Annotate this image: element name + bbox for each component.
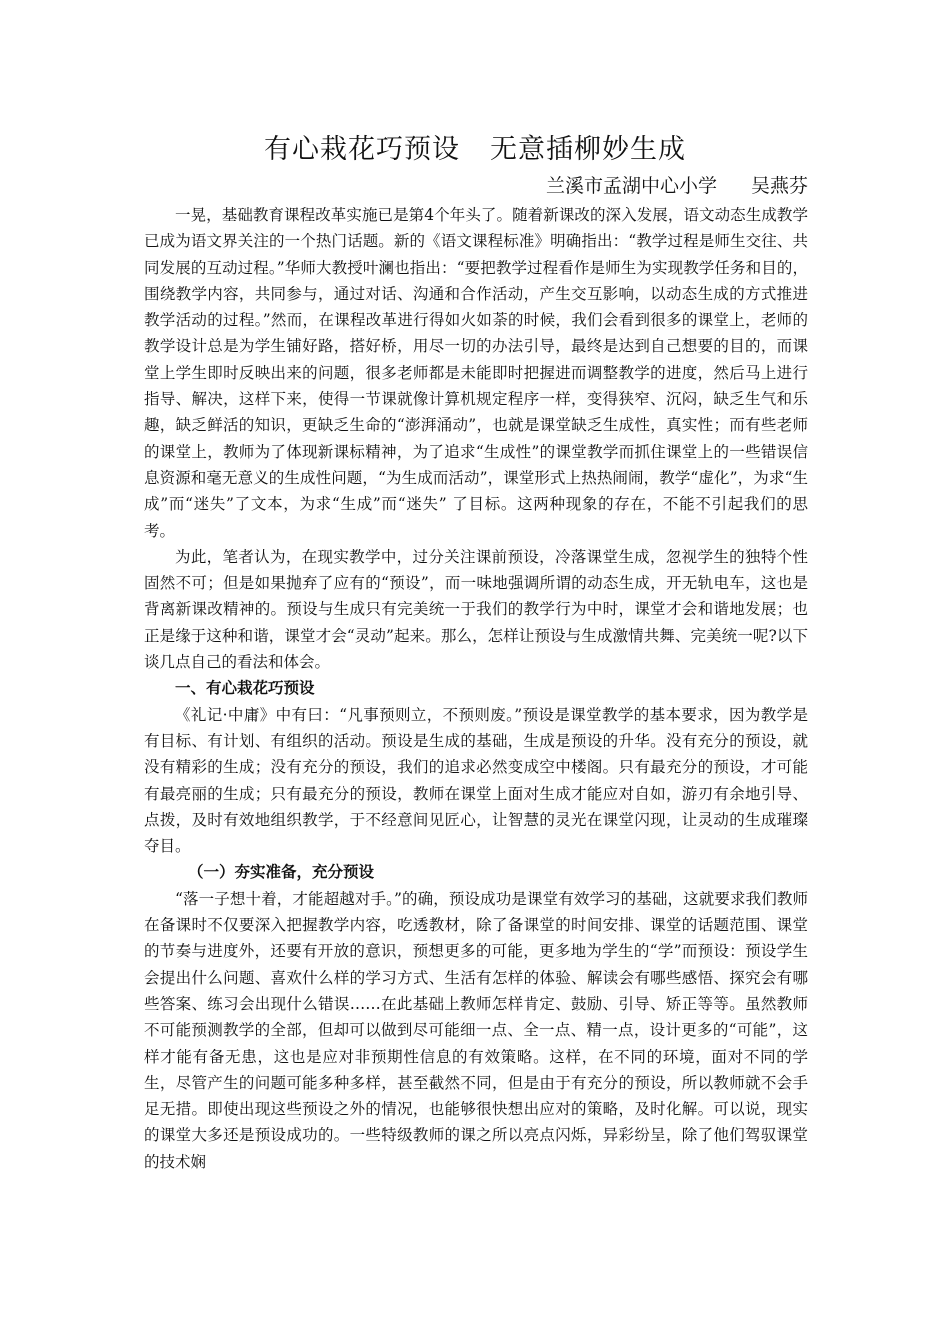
author-name: 吴燕芬 (750, 175, 808, 197)
section-heading: 一、有心栽花巧预设 (175, 679, 315, 698)
article-body (144, 202, 808, 1175)
paragraph-thesis: 为此，笔者认为，在现实教学中，过分关注课前预设，冷落课堂生成，忽视学生的独特个性固然不可；但是如果抛弃了应有的“预设”，而一味地强调所谓的动态生成，开无轨电车，这也是背离新课改精神的。预设与生成只有完美统一于我们的教学行为中时，课堂才会和谐地发展；也正是缘于这种和谐，课堂才会“灵动”起来。那么，怎样让预设与生成激情共舞、完美统一呢?以下谈几点自己的看法和体会。 (144, 547, 808, 672)
paragraph-intro: 一晃，基础教育课程改革实施已是第4个年头了。随着新课改的深入发展，语文动态生成教学已成为语文界关注的一个热门话题。新的《语文课程标准》明确指出：“教学过程是师生交往、共同发展的互动过程。”华师大教授叶澜也指出：“要把教学过程看作是师生为实现教学任务和目的，围绕教学内容，共同参与，通过对话、沟通和合作活动，产生交互影响，以动态生成的方式推进教学活动的过程。”然而，在课程改革进行得如火如荼的时候，我们会看到很多的课堂上，老师的教学设计总是为学生铺好路，搭好桥，用尽一切的办法引导，最终是达到自己想要的目的，而课堂上学生即时反映出来的问题，很多老师都是未能即时把握进而调整教学的进度，然后马上进行指导、解决，这样下来，使得一节课就像计算机规定程序一样，变得狭窄、沉闷，缺乏生气和乐趣，缺乏鲜活的知识，更缺乏生命的“澎湃涌动”，也就是课堂缺乏生成性，真实性；而有些老师的课堂上，教师为了体现新课标精神，为了追求“生成性”的课堂教学而抓住课堂上的一些错误信息资源和毫无意义的生成性问题，“为生成而活动”，课堂形式上热热闹闹，教学“虚化”，为求“生成”而“迷失”了文本，为求“生成”而“迷失” 了目标。这两种现象的存在，不能不引起我们的思考。 (144, 206, 808, 540)
paragraph-subsection-1: “落一子想十着，才能超越对手。”的确，预设成功是课堂有效学习的基础，这就要求我们教师在备课时不仅要深入把握教学内容，吃透教材，除了备课堂的时间安排、课堂的话题范围、课堂的节奏与进度外，还要有开放的意识，预想更多的可能，更多地为学生的“学”而预设：预设学生会提出什么问题、喜欢什么样的学习方式、生活有怎样的体验、解读会有哪些感悟、探究会有哪些答案、练习会出现什么错误……在此基础上教师怎样肯定、鼓励、引导、矫正等等。虽然教师不可能预测教学的全部，但却可以做到尽可能细一点、全一点、精一点，设计更多的“可能”，这样才能有备无患，这也是应对非预期性信息的有效策略。这样，在不同的环境，面对不同的学生，尽管产生的问题可能多种多样，甚至截然不同，但是由于有充分的预设，所以教师就不会手足无措。即使出现这些预设之外的情况，也能够很快想出应对的策略，及时化解。可以说，现实的课堂大多还是预设成功的。一些特级教师的课之所以亮点闪烁，异彩纷呈，除了他们驾驭课堂的技术娴 (144, 889, 808, 1171)
author-school: 兰溪市孟湖中心小学 (545, 175, 717, 197)
title-part-1: 有心栽花巧预设 (264, 134, 460, 165)
author-line (470, 172, 808, 200)
subsection-heading: （一）夯实准备，充分预设 (188, 863, 375, 882)
article-title (0, 130, 950, 170)
title-part-2: 无意插柳妙生成 (490, 134, 686, 165)
paragraph-section-1: 《礼记·中庸》中有曰：“凡事预则立，不预则废。”预设是课堂教学的基本要求，因为教学是有目标、有计划、有组织的活动。预设是生成的基础，生成是预设的升华。没有充分的预设，就没有精彩的生成；没有充分的预设，我们的追求必然变成空中楼阁。只有最充分的预设，才可能有最亮丽的生成；只有最充分的预设，教师在课堂上面对生成才能应对自如，游刃有余地引导、点拨，及时有效地组织教学，于不经意间见匠心，让智慧的灵光在课堂闪现，让灵动的生成璀璨夺目。 (144, 705, 808, 856)
